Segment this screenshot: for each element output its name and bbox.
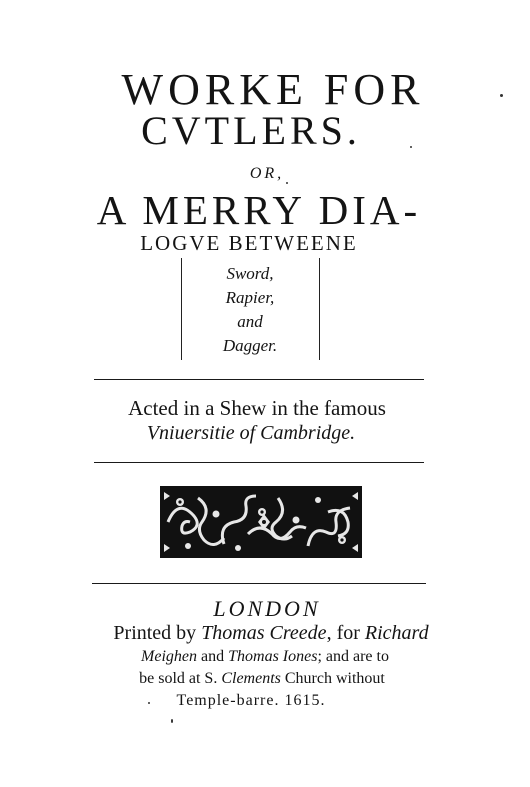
character-dagger: Dagger. — [222, 336, 278, 355]
subtitle-line-2: LOGVE BETWEENE — [140, 231, 358, 255]
character-and: and — [237, 312, 263, 331]
ink-speck — [286, 182, 288, 184]
imprint-text: be sold at S. — [139, 670, 222, 687]
title-line-1: WORKE FOR — [121, 65, 425, 114]
imprint-place: LONDON — [213, 596, 321, 621]
imprint-publisher: Meighen — [141, 648, 197, 665]
imprint-text: Church without — [280, 670, 385, 687]
imprint-line-2 — [0, 649, 530, 665]
ink-speck — [500, 94, 503, 97]
imprint-church: Clements — [221, 670, 281, 687]
imprint-text: and — [197, 648, 229, 665]
imprint-text: ; and are to — [317, 648, 389, 665]
divider-rule — [94, 462, 424, 463]
character-rapier: Rapier, — [225, 288, 275, 307]
characters-list — [180, 262, 320, 358]
imprint-publisher: Richard — [364, 622, 429, 644]
imprint-partner: Thomas Iones — [228, 648, 318, 665]
divider-rule — [94, 379, 424, 380]
performance-line-1: Acted in a Shew in the famous — [128, 396, 386, 420]
imprint-text: Printed by — [113, 622, 202, 644]
imprint-printer: Thomas Creede — [201, 622, 327, 644]
imprint-line-4: Temple-barre. 1615. — [176, 692, 326, 709]
imprint-line-3 — [0, 671, 527, 687]
title-or: OR, — [249, 165, 285, 182]
ink-speck — [410, 146, 412, 148]
subtitle-line-1: A MERRY DIA- — [96, 187, 422, 233]
imprint-line-1 — [6, 623, 530, 643]
woodcut-ornament-icon — [158, 484, 364, 560]
character-sword: Sword, — [226, 264, 274, 283]
ink-speck — [171, 719, 173, 723]
ink-speck — [148, 702, 150, 704]
performance-line-2: Vniuersitie of Cambridge. — [146, 422, 356, 444]
divider-rule — [92, 583, 426, 584]
title-line-2: CVTLERS. — [141, 108, 361, 153]
imprint-text: , for — [326, 622, 365, 644]
